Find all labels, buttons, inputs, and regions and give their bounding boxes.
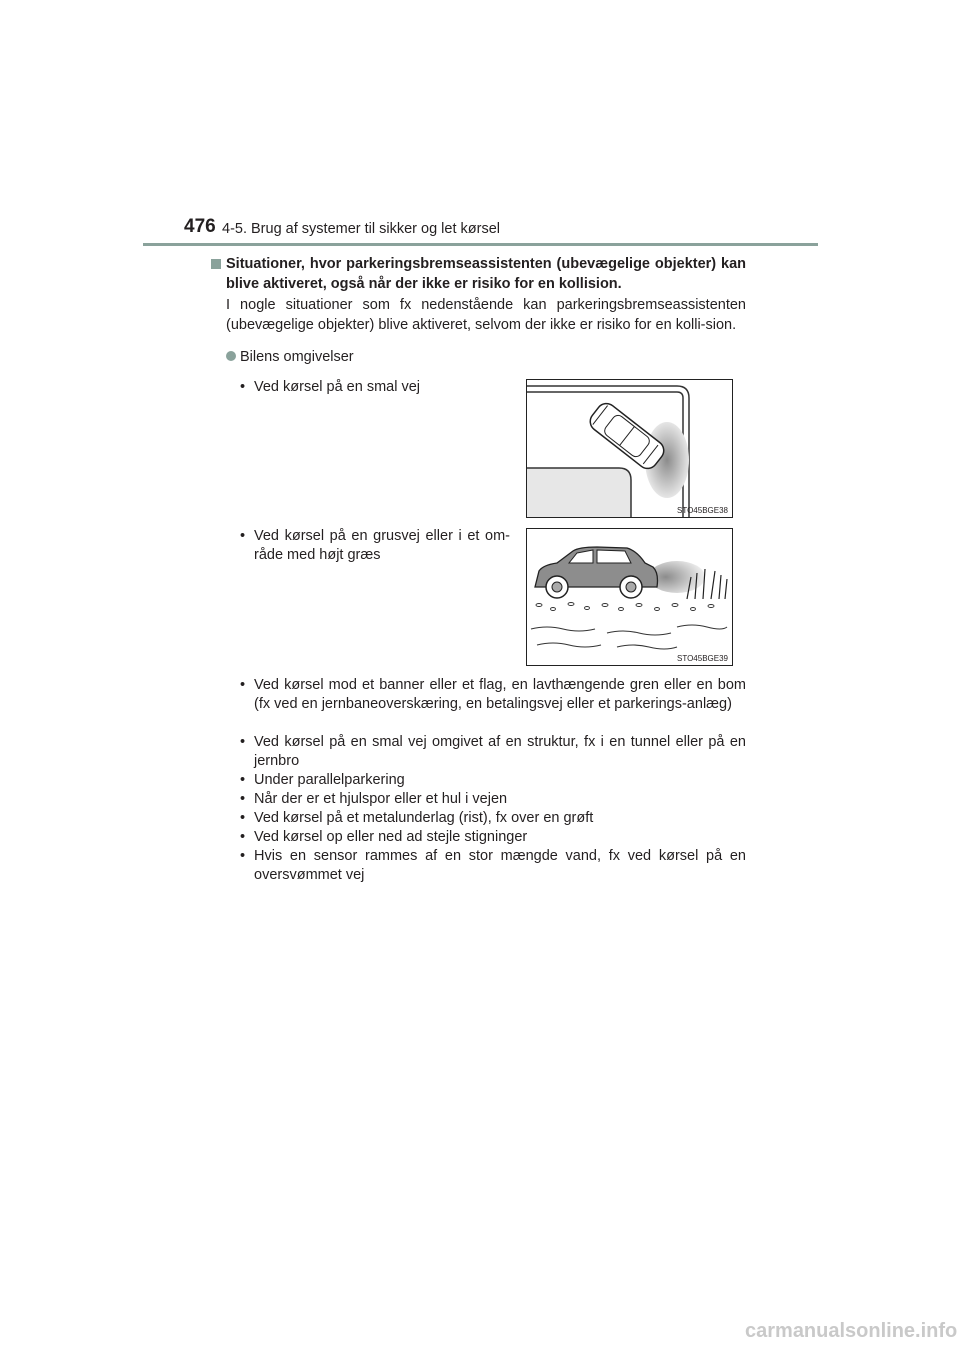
header-rule <box>143 243 818 246</box>
subheading <box>226 349 354 365</box>
figure-code: STO45BGE38 <box>677 506 728 515</box>
bullet-dot: • <box>240 772 246 788</box>
page-number: 476 <box>184 216 216 237</box>
gravel-road-illustration <box>527 529 732 665</box>
figure-gravel-road <box>526 528 733 666</box>
list-item <box>240 790 746 809</box>
list-item <box>240 527 510 565</box>
list-item-text: Ved kørsel på en smal vej <box>254 379 421 395</box>
bullet-dot: • <box>240 379 246 395</box>
list-item <box>240 676 746 714</box>
bullet-dot: • <box>240 791 246 807</box>
heading-text: Situationer, hvor parkeringsbremseassistenten (ubevægelige objekter) kan blive aktiveret, også når der ikke er risiko for en kollision. <box>226 256 746 292</box>
section-heading <box>212 254 746 294</box>
figure-narrow-road <box>526 379 733 518</box>
list-item <box>240 378 510 397</box>
bullet-dot: • <box>240 528 246 544</box>
circle-bullet-icon <box>226 351 236 361</box>
bullet-dot: • <box>240 810 246 826</box>
list-item-text: Ved kørsel mod et banner eller et flag, en lavthængende gren eller en bom (fx ved en jernbaneoverskæring, en betalingsvej eller et parkerings-anlæg) <box>254 677 746 712</box>
list-item-text: Hvis en sensor rammes af en stor mængde vand, fx ved kørsel på en oversvømmet vej <box>254 848 746 883</box>
subheading-text: Bilens omgivelser <box>240 349 354 365</box>
list-item <box>240 828 746 847</box>
list-item-text: Under parallelparkering <box>254 772 405 788</box>
list-item <box>240 733 746 771</box>
list-item-text: Ved kørsel på en smal vej omgivet af en struktur, fx i en tunnel eller på en jernbro <box>254 734 746 769</box>
list-item <box>240 847 746 885</box>
list-item <box>240 809 746 828</box>
list-item-text: Når der er et hjulspor eller et hul i vejen <box>254 791 508 807</box>
square-bullet-icon <box>211 259 221 269</box>
list-item-text: Ved kørsel på en grusvej eller i et om-råde med højt græs <box>254 528 510 563</box>
list-item-text: Ved kørsel op eller ned ad stejle stigninger <box>254 829 528 845</box>
narrow-road-illustration <box>527 380 732 517</box>
figure-code: STO45BGE39 <box>677 654 728 663</box>
bullet-dot: • <box>240 829 246 845</box>
bullet-dot: • <box>240 848 246 864</box>
watermark-logo: carmanualsonline.info <box>745 1320 958 1342</box>
intro-paragraph: I nogle situationer som fx nedenstående kan parkeringsbremseassistenten (ubevægelige objekter) blive aktiveret, selvom der ikke er risiko for en kolli-sion. <box>226 297 746 333</box>
bullet-dot: • <box>240 677 246 693</box>
list-item-text: Ved kørsel på et metalunderlag (rist), fx over en grøft <box>254 810 594 826</box>
section-title: 4-5. Brug af systemer til sikker og let kørsel <box>222 221 500 237</box>
bullet-dot: • <box>240 734 246 750</box>
list-item <box>240 771 746 790</box>
